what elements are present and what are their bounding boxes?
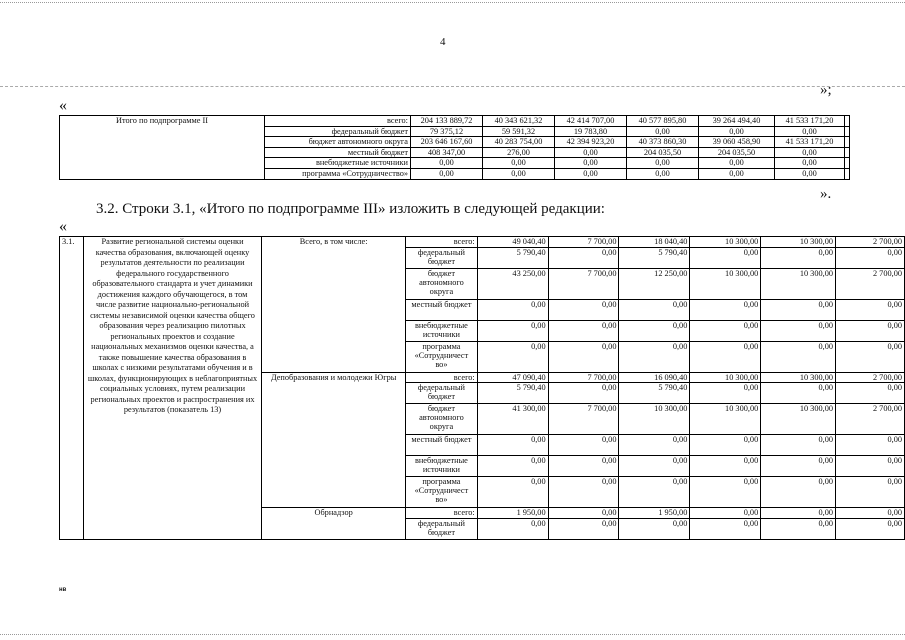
funding-source-cell: федеральный бюджет [406,383,478,404]
value-cell: 276,00 [483,147,555,158]
value-cell: 0,00 [761,247,836,268]
value-cell: 0,00 [836,341,905,372]
value-cell: 41 533 171,20 [775,116,845,127]
funding-source-cell: всего: [265,116,411,127]
value-cell: 7 700,00 [548,372,619,383]
value-cell: 2 700,00 [836,404,905,435]
value-cell: 0,00 [555,158,627,169]
value-cell: 0,00 [761,299,836,320]
value-cell: 10 300,00 [761,404,836,435]
value-cell: 0,00 [411,168,483,179]
funding-source-cell: всего: [406,372,478,383]
value-cell: 0,00 [699,168,775,179]
value-cell: 0,00 [690,435,761,456]
quote-open-mark-2: « [59,218,67,235]
funding-source-cell: внебюджетные источники [406,456,478,477]
value-cell: 0,00 [761,341,836,372]
value-cell: 41 300,00 [477,404,548,435]
value-cell: 0,00 [836,320,905,341]
value-cell: 42 394 923,20 [555,137,627,148]
funding-source-cell: всего: [406,508,478,519]
value-cell: 0,00 [690,383,761,404]
funding-source-cell: федеральный бюджет [265,126,411,137]
value-cell: 0,00 [627,158,699,169]
value-cell: 0,00 [548,477,619,508]
funding-source-cell: бюджет автономного округа [406,268,478,299]
funding-source-cell: внебюджетные источники [406,320,478,341]
value-cell: 0,00 [548,456,619,477]
value-cell: 0,00 [690,456,761,477]
value-cell: 0,00 [483,158,555,169]
value-cell: 0,00 [555,147,627,158]
page-top-edge [0,2,905,3]
value-cell: 0,00 [548,299,619,320]
value-cell: 5 790,40 [477,383,548,404]
value-cell: 0,00 [548,518,619,539]
value-cell: 0,00 [477,435,548,456]
value-cell: 0,00 [619,341,690,372]
value-cell: 42 414 707,00 [555,116,627,127]
footnote-mark: нв [59,587,67,593]
value-cell: 0,00 [690,518,761,539]
value-cell: 0,00 [690,320,761,341]
empty-cell [845,147,850,158]
value-cell: 1 950,00 [477,508,548,519]
value-cell: 0,00 [411,158,483,169]
value-cell: 0,00 [836,383,905,404]
value-cell: 0,00 [761,518,836,539]
value-cell: 59 591,32 [483,126,555,137]
value-cell: 0,00 [619,435,690,456]
value-cell: 0,00 [548,341,619,372]
value-cell: 10 300,00 [690,404,761,435]
value-cell: 10 300,00 [761,268,836,299]
value-cell: 7 700,00 [548,268,619,299]
value-cell: 0,00 [699,158,775,169]
value-cell: 43 250,00 [477,268,548,299]
value-cell: 0,00 [690,247,761,268]
quote-open-mark-1: « [59,97,67,114]
funding-source-cell: внебюджетные источники [265,158,411,169]
funding-source-cell: местный бюджет [406,299,478,320]
empty-cell [845,158,850,169]
value-cell: 0,00 [836,435,905,456]
page-bottom-edge [0,634,905,635]
value-cell: 0,00 [836,518,905,539]
funding-source-cell: местный бюджет [265,147,411,158]
value-cell: 18 040,40 [619,237,690,248]
value-cell: 5 790,40 [619,247,690,268]
empty-cell [845,116,850,127]
value-cell: 0,00 [477,477,548,508]
executor-cell: Депобразования и молодежи Югры [262,372,406,508]
row-3-1-table [59,236,905,540]
table-row [60,116,850,127]
funding-source-cell: федеральный бюджет [406,518,478,539]
value-cell: 0,00 [555,168,627,179]
subprogram-name-cell: Итого по подпрограмме II [60,116,265,180]
value-cell: 0,00 [483,168,555,179]
value-cell: 0,00 [477,341,548,372]
value-cell: 10 300,00 [761,237,836,248]
value-cell: 0,00 [548,508,619,519]
value-cell: 0,00 [775,168,845,179]
value-cell: 0,00 [690,477,761,508]
page-separator [0,86,905,87]
table-row [60,237,905,248]
value-cell: 0,00 [836,456,905,477]
executor-cell: Обрнадзор [262,508,406,540]
value-cell: 39 060 458,90 [699,137,775,148]
value-cell: 0,00 [775,158,845,169]
value-cell: 19 783,80 [555,126,627,137]
value-cell: 7 700,00 [548,237,619,248]
value-cell: 0,00 [548,247,619,268]
value-cell: 47 090,40 [477,372,548,383]
funding-source-cell: программа «Сотрудничест во» [406,477,478,508]
value-cell: 40 373 860,30 [627,137,699,148]
value-cell: 204 133 889,72 [411,116,483,127]
section-heading: 3.2. Строки 3.1, «Итого по подпрограмме III» изложить в следующей редакции: [96,201,605,217]
value-cell: 0,00 [690,299,761,320]
value-cell: 203 646 167,60 [411,137,483,148]
value-cell: 2 700,00 [836,268,905,299]
value-cell: 10 300,00 [619,404,690,435]
value-cell: 7 700,00 [548,404,619,435]
value-cell: 0,00 [699,126,775,137]
value-cell: 204 035,50 [627,147,699,158]
value-cell: 0,00 [836,299,905,320]
value-cell: 0,00 [548,383,619,404]
value-cell: 0,00 [477,518,548,539]
value-cell: 0,00 [619,456,690,477]
value-cell: 204 035,50 [699,147,775,158]
empty-cell [845,168,850,179]
value-cell: 0,00 [836,508,905,519]
value-cell: 0,00 [836,477,905,508]
empty-cell [845,126,850,137]
value-cell: 0,00 [775,126,845,137]
value-cell: 0,00 [761,477,836,508]
value-cell: 0,00 [619,518,690,539]
value-cell: 0,00 [619,477,690,508]
value-cell: 0,00 [761,383,836,404]
value-cell: 1 950,00 [619,508,690,519]
value-cell: 40 343 621,32 [483,116,555,127]
value-cell: 0,00 [836,247,905,268]
value-cell: 0,00 [619,299,690,320]
value-cell: 0,00 [690,341,761,372]
value-cell: 5 790,40 [619,383,690,404]
value-cell: 39 264 494,40 [699,116,775,127]
value-cell: 0,00 [761,435,836,456]
value-cell: 0,00 [761,508,836,519]
value-cell: 10 300,00 [690,268,761,299]
value-cell: 2 700,00 [836,237,905,248]
empty-cell [845,137,850,148]
value-cell: 40 577 895,80 [627,116,699,127]
funding-source-cell: местный бюджет [406,435,478,456]
value-cell: 10 300,00 [761,372,836,383]
value-cell: 0,00 [548,320,619,341]
funding-source-cell: всего: [406,237,478,248]
funding-source-cell: программа «Сотрудничество» [265,168,411,179]
value-cell: 0,00 [627,168,699,179]
value-cell: 0,00 [477,320,548,341]
value-cell: 16 090,40 [619,372,690,383]
value-cell: 0,00 [761,320,836,341]
value-cell: 79 375,12 [411,126,483,137]
funding-source-cell: бюджет автономного округа [265,137,411,148]
prev-block-end-mark: »; [820,82,832,98]
activity-description-cell: Развитие региональной системы оценки качества образования, включающей оценку результатов деятельности по реализации федерального государственного образовательного стандарта и учет динамики достижения каждого обучающегося, в том числе развитие национально-региональной системы независимой оценки качества общего образования через реализацию пилотных региональных проектов и создание национальных механизмов оценки качества, а также повышение качества образования в школах с низкими результатами обучения и в школах, функционирующих в неблагоприятных социальных условиях, путем реализации региональных проектов и распространения их результатов (показатель 13) [83,237,261,540]
funding-source-cell: программа «Сотрудничест во» [406,341,478,372]
value-cell: 0,00 [627,126,699,137]
value-cell: 0,00 [619,320,690,341]
funding-source-cell: бюджет автономного округа [406,404,478,435]
value-cell: 0,00 [761,456,836,477]
value-cell: 49 040,40 [477,237,548,248]
funding-source-cell: федеральный бюджет [406,247,478,268]
value-cell: 41 533 171,20 [775,137,845,148]
value-cell: 40 283 754,00 [483,137,555,148]
value-cell: 0,00 [775,147,845,158]
value-cell: 12 250,00 [619,268,690,299]
value-cell: 408 347,00 [411,147,483,158]
table1-end-mark: ». [820,186,832,202]
row-number-cell: 3.1. [60,237,84,540]
value-cell: 0,00 [477,456,548,477]
subprogram-2-total-table [59,115,850,180]
value-cell: 5 790,40 [477,247,548,268]
value-cell: 0,00 [690,508,761,519]
value-cell: 0,00 [548,435,619,456]
value-cell: 2 700,00 [836,372,905,383]
value-cell: 0,00 [477,299,548,320]
page-number: 4 [440,36,446,48]
executor-cell: Всего, в том числе: [262,237,406,373]
value-cell: 10 300,00 [690,372,761,383]
value-cell: 10 300,00 [690,237,761,248]
